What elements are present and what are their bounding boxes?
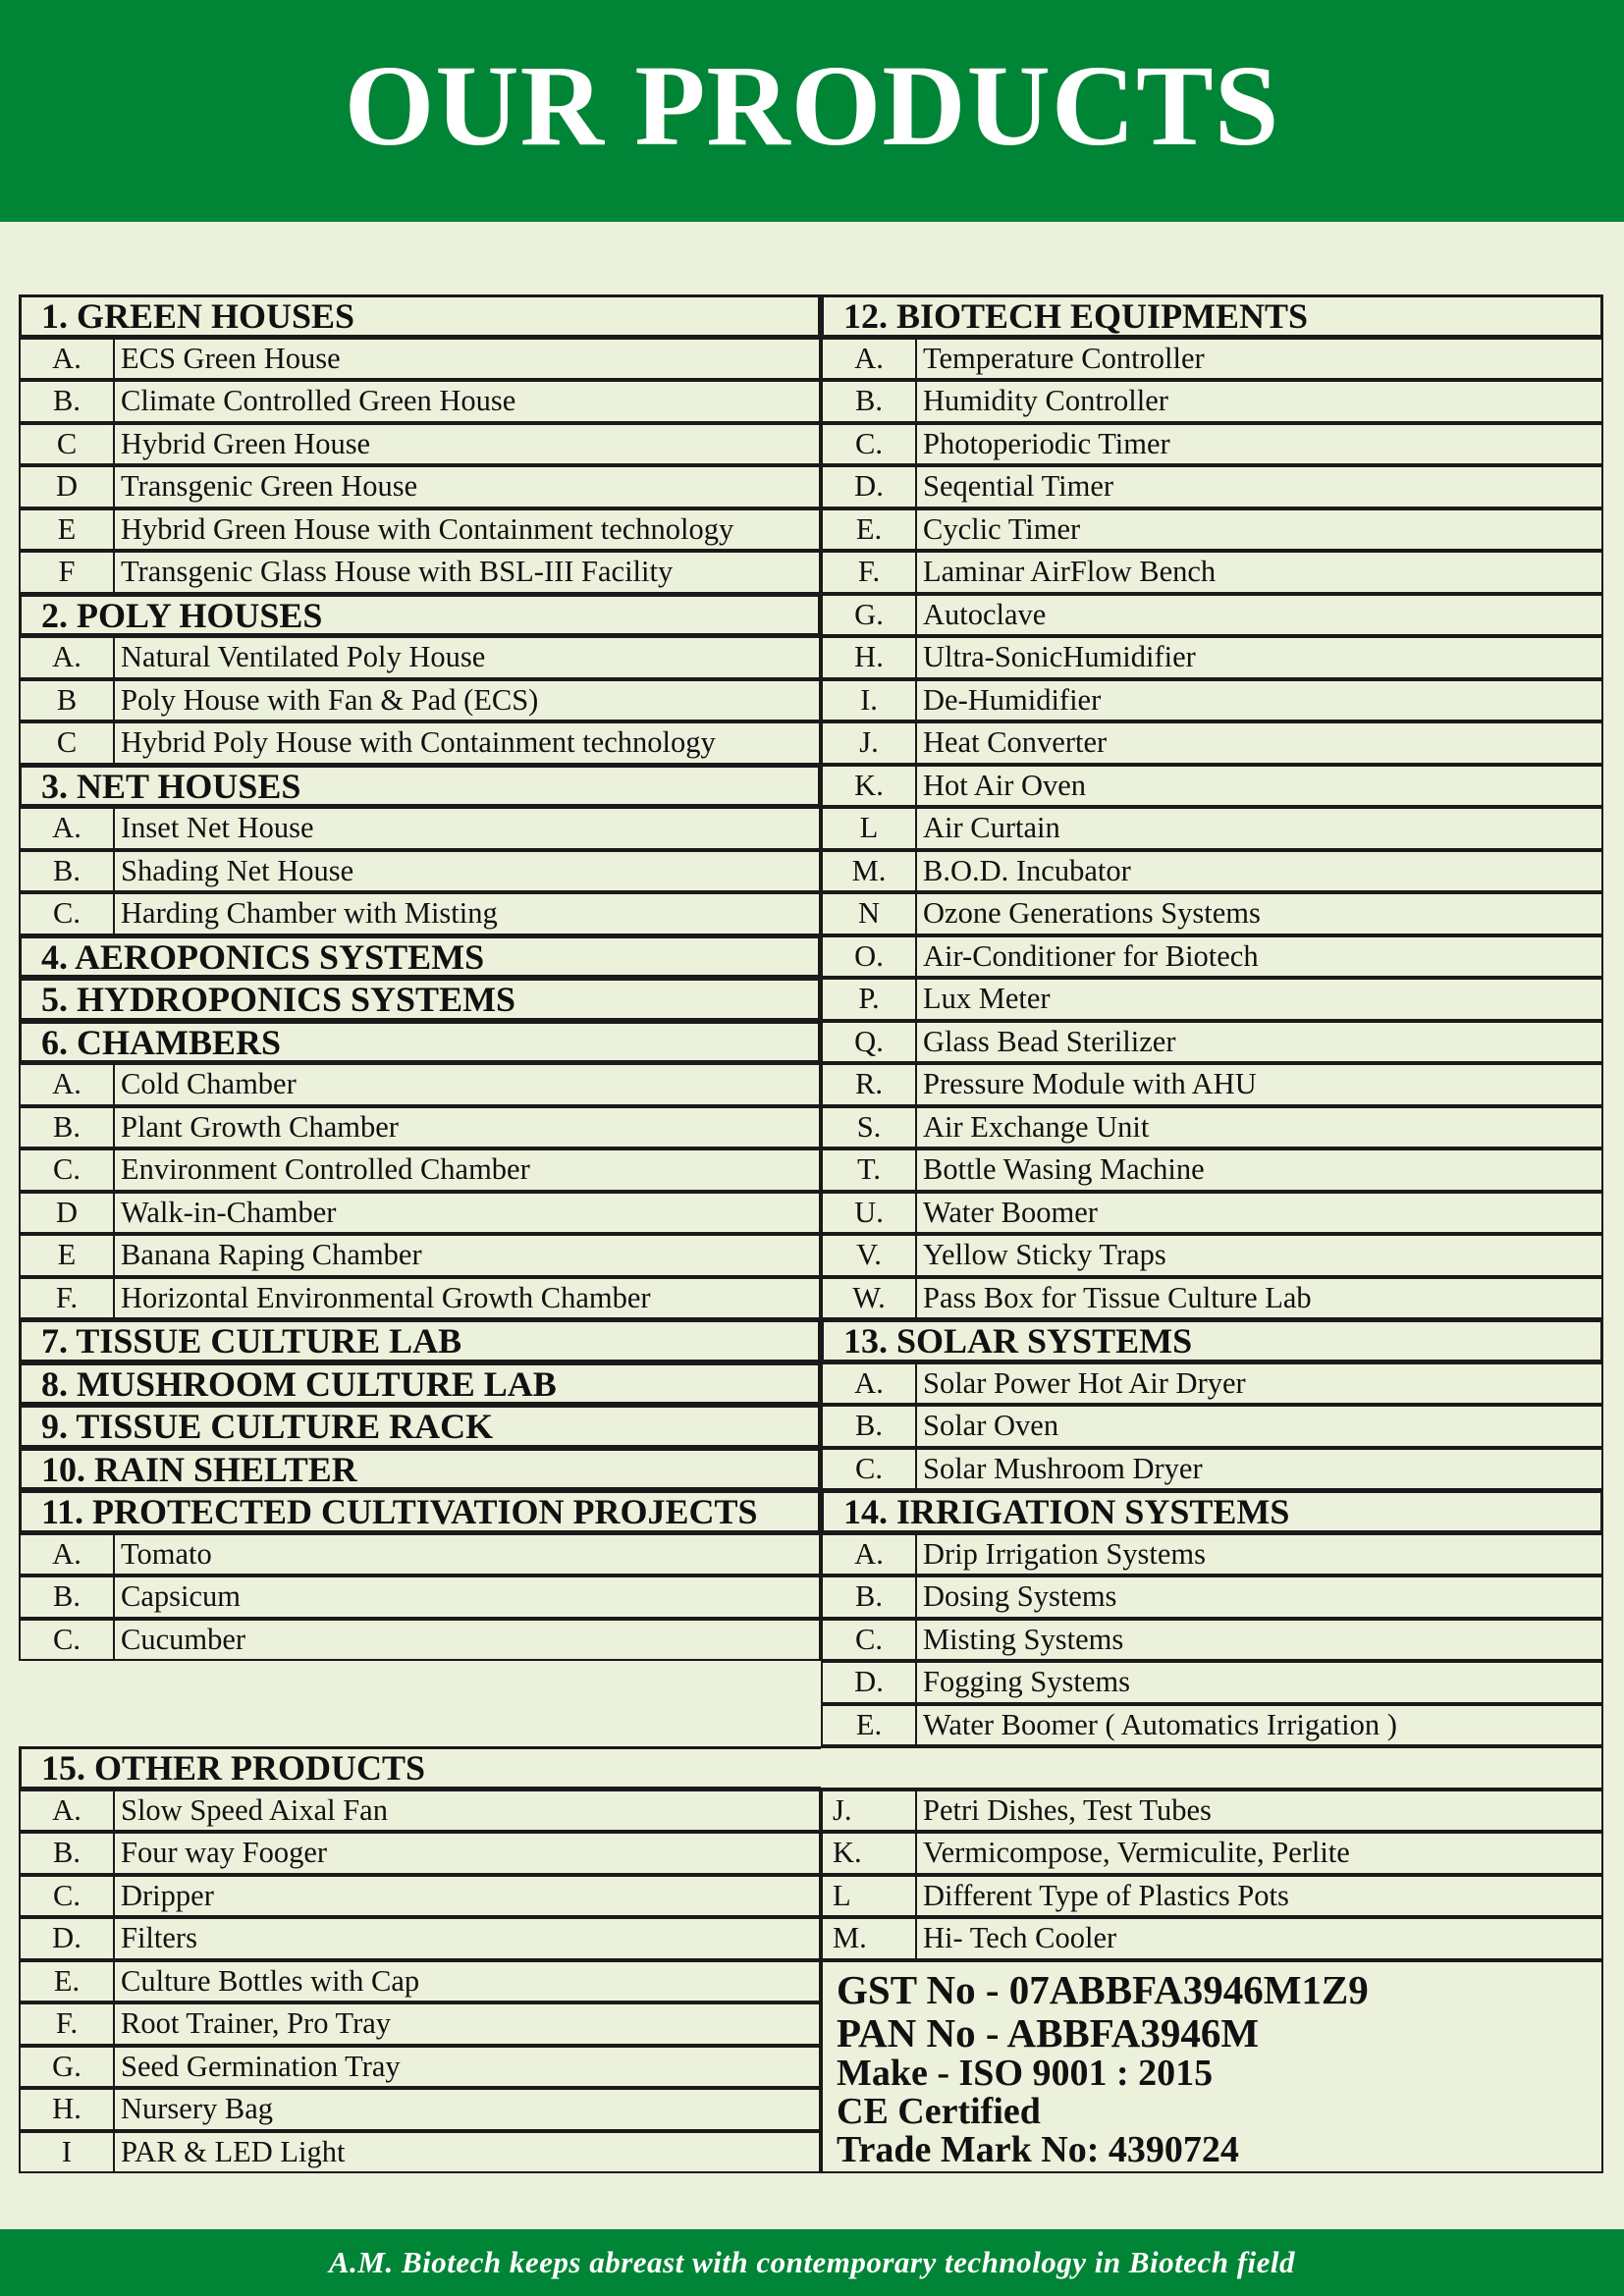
item-letter: J.	[821, 721, 917, 765]
item-name: Hot Air Oven	[915, 765, 1603, 808]
section-heading: 3. NET HOUSES	[19, 765, 821, 808]
item-name: Autoclave	[915, 594, 1603, 637]
section-heading: 15. OTHER PRODUCTS	[19, 1746, 821, 1789]
item-letter: B	[19, 679, 115, 722]
section-heading: 6. CHAMBERS	[19, 1021, 821, 1064]
item-letter: E.	[821, 1704, 917, 1747]
item-letter: D.	[821, 465, 917, 508]
item-letter: C.	[821, 1619, 917, 1662]
item-letter: U.	[821, 1192, 917, 1235]
item-name: Ozone Generations Systems	[915, 892, 1603, 935]
item-letter: A.	[19, 807, 115, 850]
item-letter: M.	[821, 850, 917, 893]
item-name: Hybrid Green House	[113, 423, 821, 466]
item-name: Poly House with Fan & Pad (ECS)	[113, 679, 821, 722]
item-name: Natural Ventilated Poly House	[113, 636, 821, 679]
item-name: Plant Growth Chamber	[113, 1106, 821, 1149]
item-name: Filters	[113, 1917, 821, 1960]
item-name: Hi- Tech Cooler	[915, 1917, 1603, 1960]
item-letter: D	[19, 465, 115, 508]
item-name: Air Exchange Unit	[915, 1106, 1603, 1149]
item-name: ECS Green House	[113, 338, 821, 381]
item-letter: E	[19, 1234, 115, 1277]
item-name: Dripper	[113, 1875, 821, 1918]
products-table	[19, 294, 1603, 2171]
section-heading: 7. TISSUE CULTURE LAB	[19, 1319, 821, 1362]
item-letter: F.	[821, 551, 917, 594]
item-letter: V.	[821, 1234, 917, 1277]
item-name: Misting Systems	[915, 1619, 1603, 1662]
item-letter: B.	[821, 1575, 917, 1619]
item-letter: E.	[821, 508, 917, 552]
item-letter: K.	[821, 1832, 917, 1875]
company-info-box	[821, 1960, 1603, 2174]
section-heading: 14. IRRIGATION SYSTEMS	[821, 1490, 1603, 1533]
item-letter: E.	[19, 1960, 115, 2003]
item-letter: C.	[19, 1619, 115, 1662]
item-name: Shading Net House	[113, 850, 821, 893]
item-name: Cyclic Timer	[915, 508, 1603, 552]
item-name: Nursery Bag	[113, 2088, 821, 2131]
item-letter: C	[19, 423, 115, 466]
item-name: Vermicompose, Vermiculite, Perlite	[915, 1832, 1603, 1875]
item-letter: C.	[19, 1875, 115, 1918]
footer-tagline: A.M. Biotech keeps abreast with contemporary technology in Biotech field	[328, 2245, 1296, 2279]
item-name: Seed Germination Tray	[113, 2046, 821, 2089]
item-name: PAR & LED Light	[113, 2131, 821, 2174]
footer-banner	[0, 2229, 1624, 2296]
item-letter: C	[19, 721, 115, 765]
item-name: Capsicum	[113, 1575, 821, 1619]
item-name: Water Boomer ( Automatics Irrigation )	[915, 1704, 1603, 1747]
item-letter: A.	[821, 338, 917, 381]
item-name: Environment Controlled Chamber	[113, 1148, 821, 1192]
item-letter: I	[19, 2131, 115, 2174]
section-heading: 13. SOLAR SYSTEMS	[821, 1319, 1603, 1362]
item-name: Temperature Controller	[915, 338, 1603, 381]
item-name: Tomato	[113, 1533, 821, 1576]
item-letter: G.	[19, 2046, 115, 2089]
company-info-line: Trade Mark No: 4390724	[837, 2128, 1239, 2170]
item-name: Pass Box for Tissue Culture Lab	[915, 1277, 1603, 1320]
item-name: Slow Speed Aixal Fan	[113, 1789, 821, 1833]
item-name: Photoperiodic Timer	[915, 423, 1603, 466]
item-letter: W.	[821, 1277, 917, 1320]
section-heading: 9. TISSUE CULTURE RACK	[19, 1405, 821, 1448]
item-name: Laminar AirFlow Bench	[915, 551, 1603, 594]
item-letter: N	[821, 892, 917, 935]
item-name: Heat Converter	[915, 721, 1603, 765]
item-letter: C.	[19, 1148, 115, 1192]
item-letter: I.	[821, 679, 917, 722]
item-name: Glass Bead Sterilizer	[915, 1021, 1603, 1064]
item-letter: A.	[19, 636, 115, 679]
section-heading: 10. RAIN SHELTER	[19, 1448, 821, 1491]
item-name: Solar Power Hot Air Dryer	[915, 1362, 1603, 1406]
item-name: Water Boomer	[915, 1192, 1603, 1235]
item-name: Cucumber	[113, 1619, 821, 1662]
item-name: Solar Oven	[915, 1405, 1603, 1448]
section-heading-filler	[821, 1746, 1603, 1789]
item-name: Root Trainer, Pro Tray	[113, 2002, 821, 2046]
item-name: Air-Conditioner for Biotech	[915, 935, 1603, 979]
header-banner	[0, 0, 1624, 222]
item-letter: R.	[821, 1063, 917, 1106]
item-name: Banana Raping Chamber	[113, 1234, 821, 1277]
item-name: Fogging Systems	[915, 1661, 1603, 1704]
item-letter: A.	[821, 1533, 917, 1576]
item-name: Climate Controlled Green House	[113, 380, 821, 423]
item-name: Bottle Wasing Machine	[915, 1148, 1603, 1192]
item-letter: A.	[19, 1533, 115, 1576]
item-letter: Q.	[821, 1021, 917, 1064]
item-letter: B.	[19, 1575, 115, 1619]
item-letter: B.	[19, 850, 115, 893]
item-name: Horizontal Environmental Growth Chamber	[113, 1277, 821, 1320]
item-letter: B.	[19, 1832, 115, 1875]
item-letter: B.	[821, 380, 917, 423]
item-letter: C.	[821, 423, 917, 466]
item-letter: D.	[821, 1661, 917, 1704]
item-name: Different Type of Plastics Pots	[915, 1875, 1603, 1918]
section-heading: 4. AEROPONICS SYSTEMS	[19, 935, 821, 979]
company-info-line: CE Certified	[837, 2090, 1041, 2132]
item-letter: E	[19, 508, 115, 552]
item-letter: B.	[19, 1106, 115, 1149]
item-letter: H.	[19, 2088, 115, 2131]
item-letter: H.	[821, 636, 917, 679]
item-letter: L	[821, 1875, 917, 1918]
section-heading: 5. HYDROPONICS SYSTEMS	[19, 978, 821, 1021]
item-letter: C.	[19, 892, 115, 935]
item-letter: L	[821, 807, 917, 850]
item-name: Inset Net House	[113, 807, 821, 850]
company-info-line: PAN No - ABBFA3946M	[837, 2009, 1260, 2056]
item-name: Pressure Module with AHU	[915, 1063, 1603, 1106]
section-heading: 8. MUSHROOM CULTURE LAB	[19, 1362, 821, 1406]
company-info-line: GST No - 07ABBFA3946M1Z9	[837, 1966, 1369, 2012]
item-letter: D	[19, 1192, 115, 1235]
item-letter: F.	[19, 1277, 115, 1320]
item-letter: P.	[821, 978, 917, 1021]
item-name: Solar Mushroom Dryer	[915, 1448, 1603, 1491]
company-info-line: Make - ISO 9001 : 2015	[837, 2052, 1214, 2094]
item-letter: S.	[821, 1106, 917, 1149]
item-letter: T.	[821, 1148, 917, 1192]
item-name: Petri Dishes, Test Tubes	[915, 1789, 1603, 1833]
item-name: Seqential Timer	[915, 465, 1603, 508]
section-heading: 11. PROTECTED CULTIVATION PROJECTS	[19, 1490, 821, 1533]
item-letter: A.	[19, 338, 115, 381]
section-heading: 1. GREEN HOUSES	[19, 294, 821, 338]
item-name: Four way Fooger	[113, 1832, 821, 1875]
item-letter: D.	[19, 1917, 115, 1960]
item-letter: B.	[821, 1405, 917, 1448]
item-letter: A.	[821, 1362, 917, 1406]
item-name: Lux Meter	[915, 978, 1603, 1021]
item-letter: C.	[821, 1448, 917, 1491]
item-letter: F.	[19, 2002, 115, 2046]
item-letter: F	[19, 551, 115, 594]
item-name: Cold Chamber	[113, 1063, 821, 1106]
item-name: De-Humidifier	[915, 679, 1603, 722]
item-name: Harding Chamber with Misting	[113, 892, 821, 935]
item-name: Transgenic Green House	[113, 465, 821, 508]
item-name: Yellow Sticky Traps	[915, 1234, 1603, 1277]
item-letter: A.	[19, 1789, 115, 1833]
item-letter: B.	[19, 380, 115, 423]
section-heading: 12. BIOTECH EQUIPMENTS	[821, 294, 1603, 338]
item-letter: M.	[821, 1917, 917, 1960]
item-name: Dosing Systems	[915, 1575, 1603, 1619]
item-name: Air Curtain	[915, 807, 1603, 850]
item-name: Hybrid Green House with Containment technology	[113, 508, 821, 552]
item-name: Ultra-SonicHumidifier	[915, 636, 1603, 679]
item-name: Hybrid Poly House with Containment technology	[113, 721, 821, 765]
item-letter: O.	[821, 935, 917, 979]
item-name: Culture Bottles with Cap	[113, 1960, 821, 2003]
item-name: Transgenic Glass House with BSL-III Facility	[113, 551, 821, 594]
item-letter: K.	[821, 765, 917, 808]
page-title: OUR PRODUCTS	[344, 41, 1280, 170]
item-name: Humidity Controller	[915, 380, 1603, 423]
item-name: Walk-in-Chamber	[113, 1192, 821, 1235]
item-name: B.O.D. Incubator	[915, 850, 1603, 893]
section-heading: 2. POLY HOUSES	[19, 594, 821, 637]
item-letter: J.	[821, 1789, 917, 1833]
item-letter: A.	[19, 1063, 115, 1106]
item-name: Drip Irrigation Systems	[915, 1533, 1603, 1576]
item-letter: G.	[821, 594, 917, 637]
